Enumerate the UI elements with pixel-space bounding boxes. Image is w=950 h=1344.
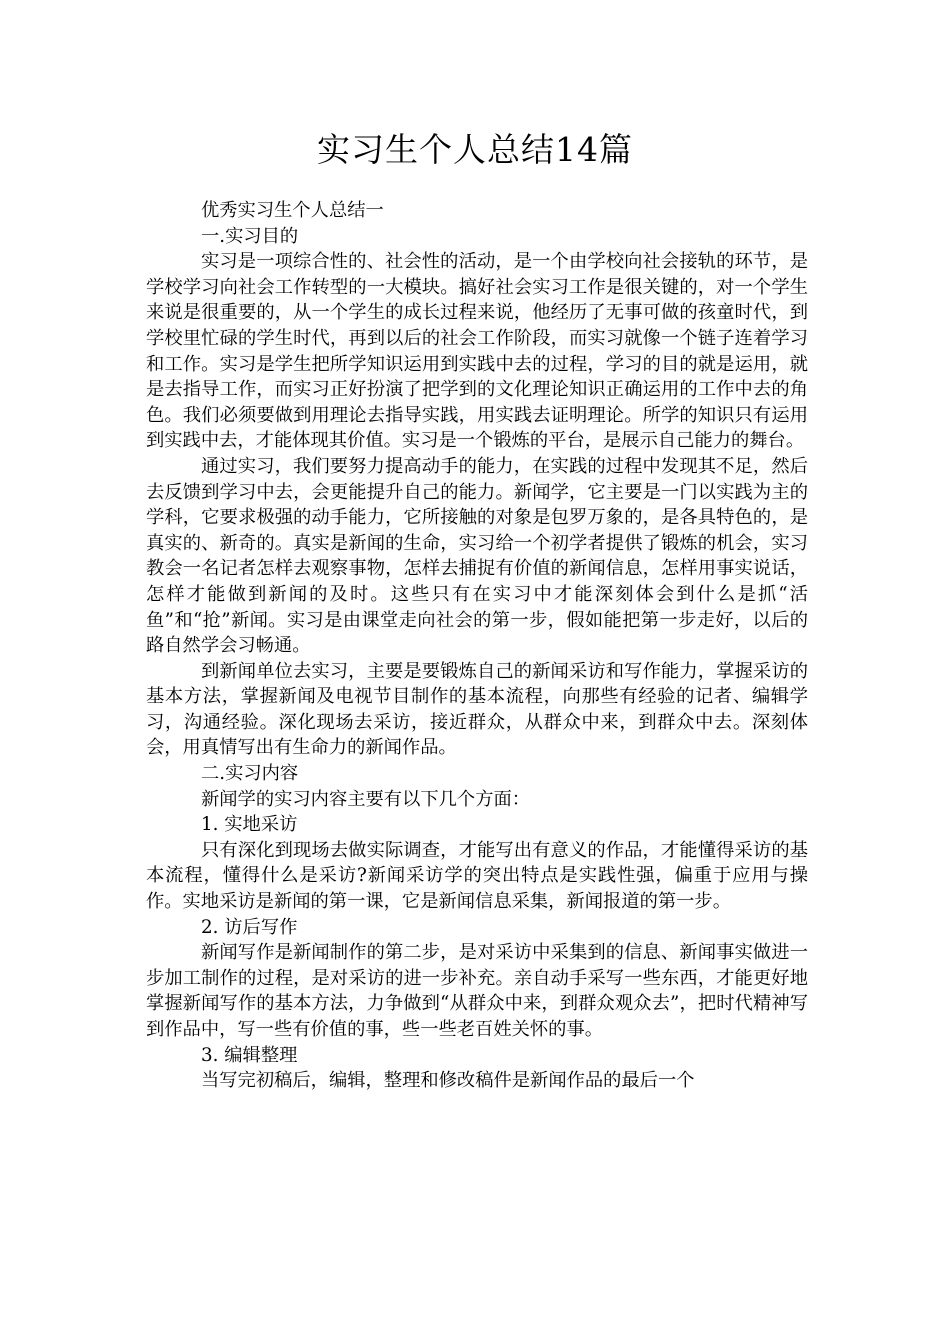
list-item-heading: 1. 实地采访: [201, 814, 298, 836]
subsection-heading: 二.实习内容: [201, 763, 299, 785]
body-paragraph: 新闻写作是新闻制作的第二步，是对采访中采集到的信息、新闻事实做进一步加工制作的过程，是对采访的进一步补充。亲自动手采写一些东西，才能更好地掌握新闻写作的基本方法，力争做到“从群众中来，到群众观众去”，把时代精神写到作品中，写一些有价值的事，些一些老百姓关怀的事。: [146, 942, 808, 1040]
body-paragraph: 实习是一项综合性的、社会性的活动，是一个由学校向社会接轨的环节，是学校学习向社会工作转型的一大模块。搞好社会实习工作是很关键的，对一个学生来说是很重要的，从一个学生的成长过程来说，他经历了无事可做的孩童时代，到学校里忙碌的学生时代，再到以后的社会工作阶段，而实习就像一个链子连着学习和工作。实习是学生把所学知识运用到实践中去的过程，学习的目的就是运用，就是去指导工作，而实习正好扮演了把学到的文化理论知识正确运用的工作中去的角色。我们必须要做到用理论去指导实践，用实践去证明理论。所学的知识只有运用到实践中去，才能体现其价值。实习是一个锻炼的平台，是展示自己能力的舞台。: [146, 251, 808, 452]
body-paragraph: 通过实习，我们要努力提高动手的能力，在实践的过程中发现其不足，然后去反馈到学习中去，会更能提升自己的能力。新闻学，它主要是一门以实践为主的学科，它要求极强的动手能力，它所接触的对象是包罗万象的，是各具特色的，是真实的、新奇的。真实是新闻的生命，实习给一个初学者提供了锻炼的机会，实习教会一名记者怎样去观察事物，怎样去捕捉有价值的新闻信息，怎样用事实说话，怎样才能做到新闻的及时。这些只有在实习中才能深刻体会到什么是抓“活鱼”和“抢”新闻。实习是由课堂走向社会的第一步，假如能把第一步走好，以后的路自然学会习畅通。: [146, 455, 808, 657]
list-item-heading: 2. 访后写作: [201, 916, 298, 938]
subsection-heading: 一.实习目的: [201, 225, 299, 247]
body-paragraph: 当写完初稿后，编辑，整理和修改稿件是新闻作品的最后一个: [201, 1070, 695, 1092]
document-title: 实习生个人总结14篇: [317, 130, 633, 169]
document-body: [146, 198, 808, 1094]
section-heading: 优秀实习生个人总结一: [201, 200, 384, 221]
body-paragraph: 到新闻单位去实习，主要是要锻炼自己的新闻采访和写作能力，掌握采访的基本方法，掌握新闻及电视节目制作的基本流程，向那些有经验的记者、编辑学习，沟通经验。深化现场去采访，接近群众，从群众中来，到群众中去。深刻体会，用真情写出有生命力的新闻作品。: [146, 660, 808, 759]
body-paragraph: 新闻学的实习内容主要有以下几个方面：: [201, 788, 531, 810]
list-item-heading: 3. 编辑整理: [201, 1044, 298, 1066]
body-paragraph: 只有深化到现场去做实际调查，才能写出有意义的作品，才能懂得采访的基本流程，懂得什么是采访?新闻采访学的突出特点是实践性强，偏重于应用与操作。实地采访是新闻的第一课，它是新闻信息采集，新闻报道的第一步。: [146, 839, 808, 913]
